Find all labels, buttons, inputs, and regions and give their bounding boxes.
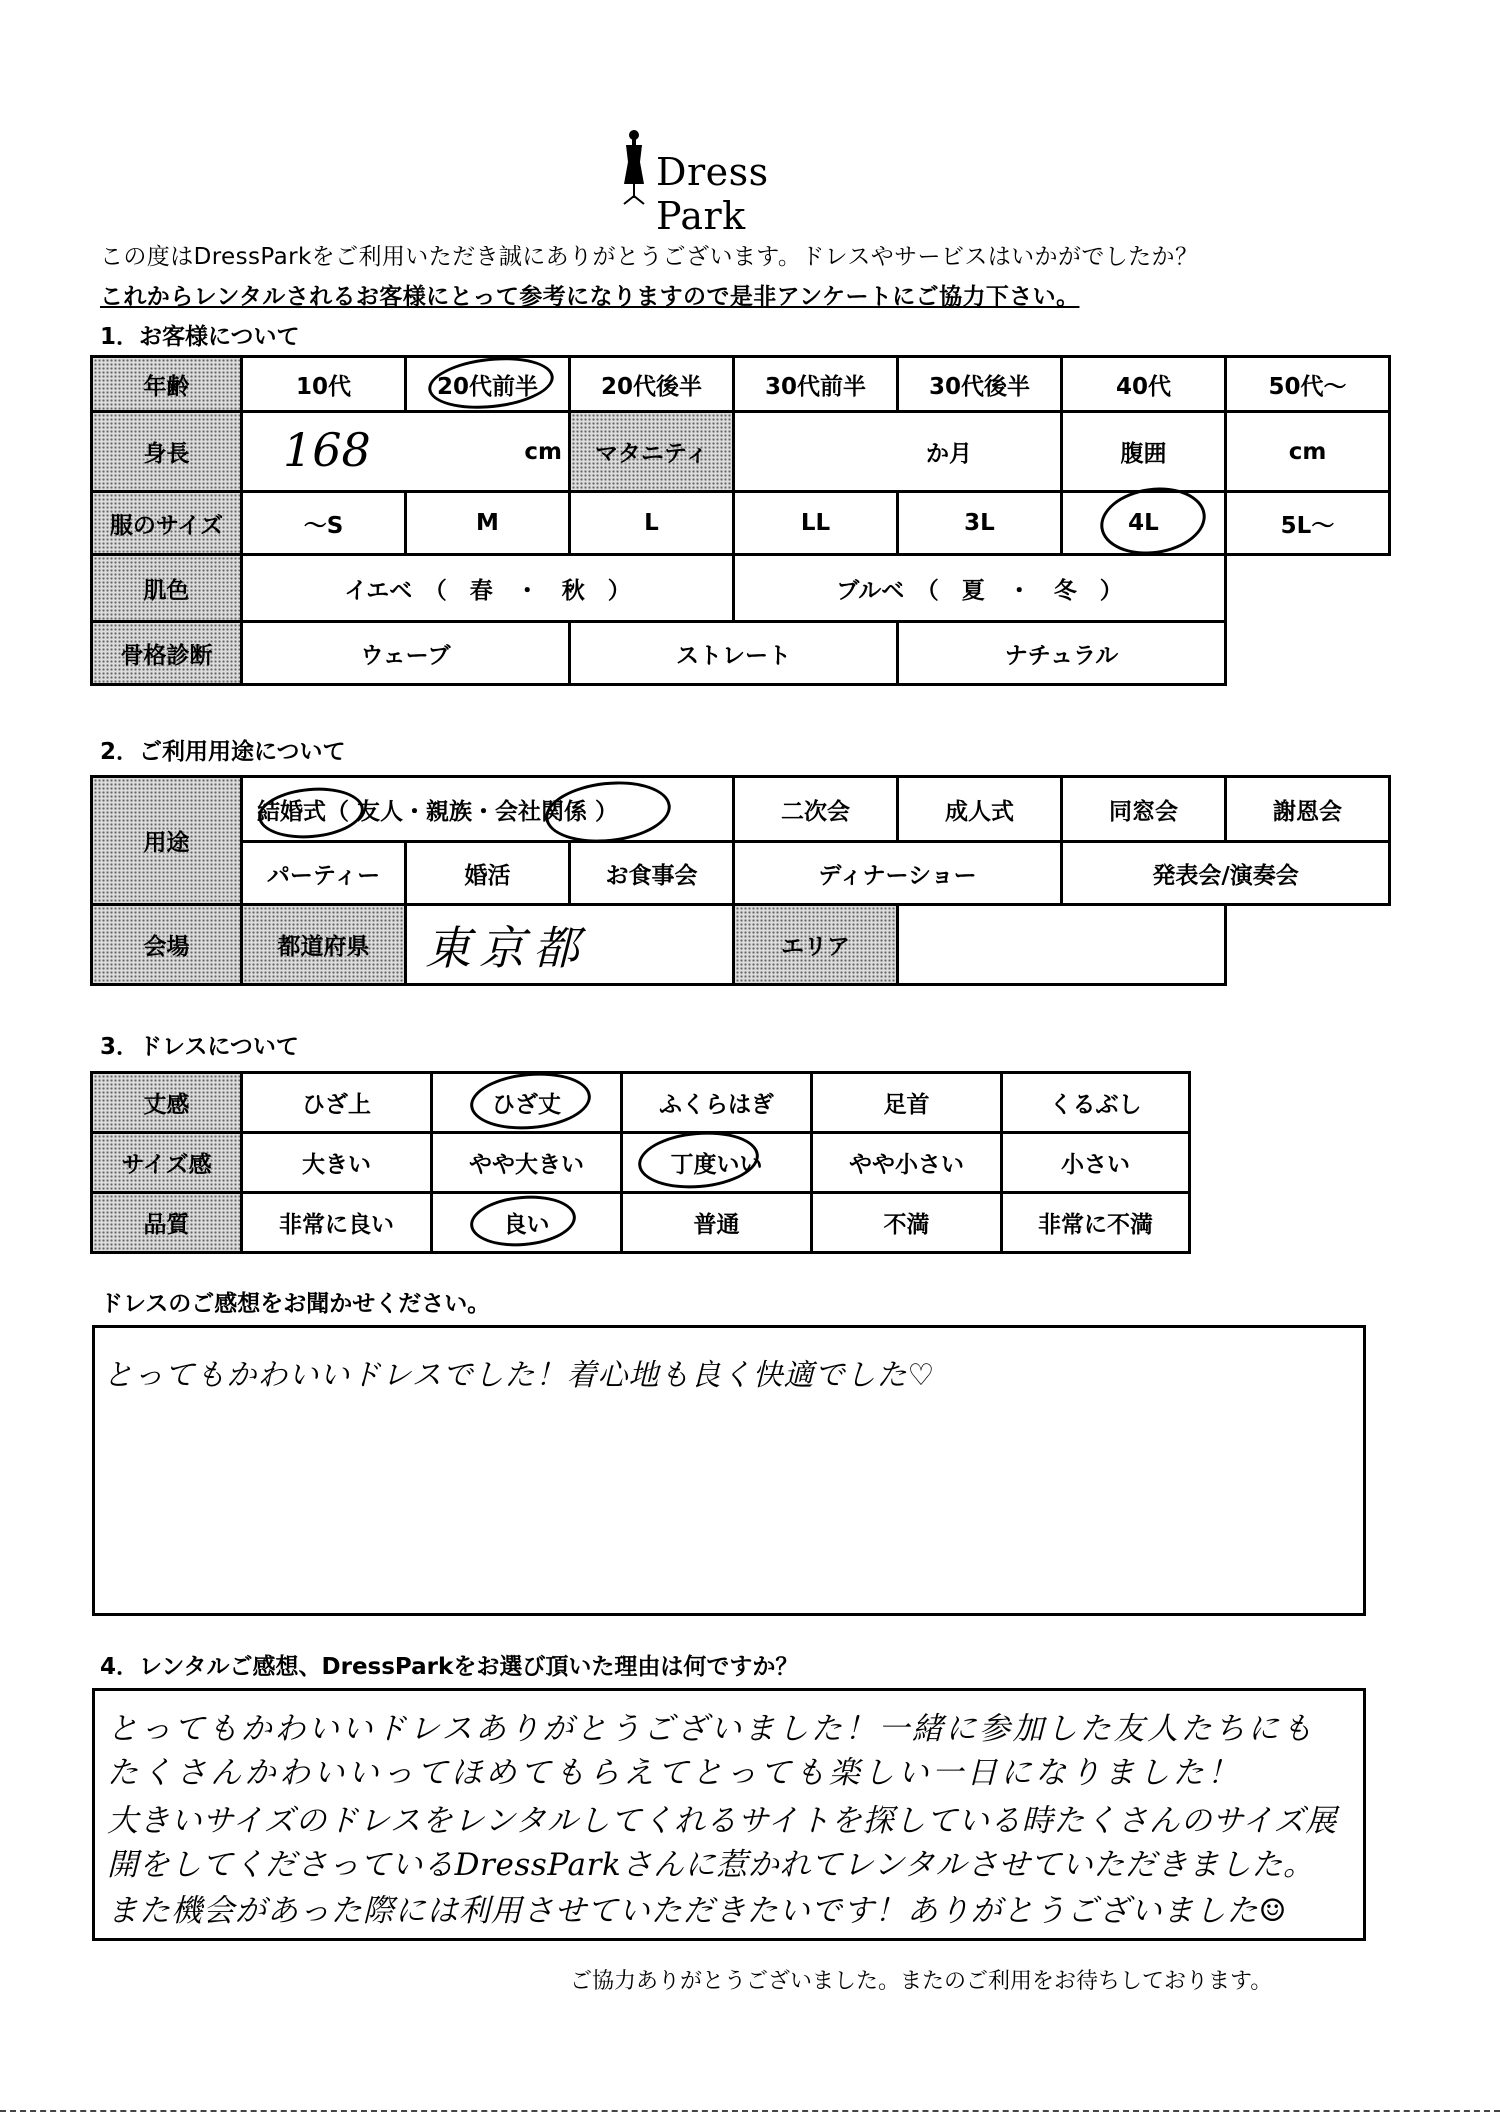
reason-line: とってもかわいいドレスありがとうございました！一緒に参加した友人たちにも	[107, 1711, 1316, 1747]
dress-table	[90, 1071, 1191, 1254]
length-option[interactable]: くるぶし	[1002, 1073, 1190, 1133]
frame-option[interactable]: ウェーブ	[242, 622, 570, 685]
skin-yellow-option[interactable]: イエベ （ 春 ・ 秋 ）	[242, 555, 734, 622]
frame-label: 骨格診断	[92, 622, 242, 685]
quality-option[interactable]: 非常に良い	[242, 1193, 432, 1253]
age-label: 年齢	[92, 357, 242, 412]
maternity-label: マタニティ	[570, 412, 734, 492]
length-option[interactable]: ひざ丈	[432, 1073, 622, 1133]
purpose-option[interactable]: 成人式	[898, 777, 1062, 842]
quality-option[interactable]: 普通	[622, 1193, 812, 1253]
wedding-option[interactable]: 結婚式（ 友人・親族・会社関係 ）	[242, 777, 734, 842]
size-label: 服のサイズ	[92, 492, 242, 555]
customer-table	[90, 355, 1391, 686]
prefecture-label: 都道府県	[242, 905, 406, 985]
dresspark-logo	[610, 128, 870, 238]
purpose-option[interactable]: 発表会/演奏会	[1062, 842, 1390, 905]
height-value: 168	[283, 423, 371, 477]
age-option[interactable]: 40代	[1062, 357, 1226, 412]
months-unit: か月	[926, 441, 972, 467]
dress-form-icon	[614, 128, 654, 208]
size-option[interactable]: M	[406, 492, 570, 555]
venue-label: 会場	[92, 905, 242, 985]
size-option[interactable]: 4L	[1062, 492, 1226, 555]
skin-blue-option[interactable]: ブルベ （ 夏 ・ 冬 ）	[734, 555, 1226, 622]
impression-prompt: ドレスのご感想をお聞かせください。	[100, 1291, 491, 1317]
age-option[interactable]: 20代後半	[570, 357, 734, 412]
area-field[interactable]	[898, 905, 1226, 985]
age-option[interactable]: 10代	[242, 357, 406, 412]
reason-box[interactable]	[92, 1688, 1366, 1941]
size-option[interactable]: L	[570, 492, 734, 555]
purpose-option[interactable]: 婚活	[406, 842, 570, 905]
age-option[interactable]: 30代前半	[734, 357, 898, 412]
purpose-option[interactable]: パーティー	[242, 842, 406, 905]
fit-option[interactable]: やや小さい	[812, 1133, 1002, 1193]
intro-request: これからレンタルされるお客様にとって参考になりますので是非アンケートにご協力下さい。	[100, 284, 1080, 310]
size-option[interactable]: ～S	[242, 492, 406, 555]
skin-label: 肌色	[92, 555, 242, 622]
size-option[interactable]: 3L	[898, 492, 1062, 555]
frame-option[interactable]: ナチュラル	[898, 622, 1226, 685]
quality-option[interactable]: 不満	[812, 1193, 1002, 1253]
purpose-option[interactable]: 二次会	[734, 777, 898, 842]
fit-option[interactable]: やや大きい	[432, 1133, 622, 1193]
maternity-field[interactable]	[734, 412, 1062, 492]
length-option[interactable]: ひざ上	[242, 1073, 432, 1133]
height-unit: cm	[524, 438, 562, 465]
section3-title: 3．ドレスについて	[100, 1034, 299, 1060]
purpose-label: 用途	[92, 777, 242, 905]
intro-line: この度はDressParkをご利用いただき誠にありがとうございます。ドレスやサービスはいかがでしたか？	[100, 244, 1199, 270]
empty-cell	[1226, 905, 1390, 985]
impression-box[interactable]	[92, 1325, 1366, 1616]
reason-line: また機会があった際には利用させていただきたいです！ありがとうございました☺	[107, 1893, 1288, 1929]
age-option[interactable]: 30代後半	[898, 357, 1062, 412]
length-label: 丈感	[92, 1073, 242, 1133]
length-option[interactable]: ふくらはぎ	[622, 1073, 812, 1133]
purpose-option[interactable]: お食事会	[570, 842, 734, 905]
waist-unit: cm	[1288, 438, 1327, 465]
age-option[interactable]: 50代～	[1226, 357, 1390, 412]
size-option[interactable]: LL	[734, 492, 898, 555]
scan-edge	[0, 2110, 1500, 2118]
impression-text: とってもかわいいドレスでした！着心地も良く快適でした♡	[103, 1358, 936, 1393]
section1-title: 1．お客様について	[100, 324, 300, 350]
height-label: 身長	[92, 412, 242, 492]
purpose-option[interactable]: 同窓会	[1062, 777, 1226, 842]
empty-cell	[1226, 622, 1390, 685]
length-option[interactable]: 足首	[812, 1073, 1002, 1133]
area-label: エリア	[734, 905, 898, 985]
quality-option[interactable]: 非常に不満	[1002, 1193, 1190, 1253]
empty-cell	[1226, 555, 1390, 622]
height-field[interactable]	[242, 412, 570, 492]
section4-title: 4．レンタルご感想、DressParkをお選び頂いた理由は何ですか？	[100, 1654, 799, 1680]
footer-thanks: ご協力ありがとうございました。またのご利用をお待ちしております。	[570, 1969, 1273, 1994]
section2-title: 2．ご利用用途について	[100, 739, 346, 765]
usage-table	[90, 775, 1391, 986]
purpose-option[interactable]: ディナーショー	[734, 842, 1062, 905]
reason-line: 大きいサイズのドレスをレンタルしてくれるサイトを探している時たくさんのサイズ展	[107, 1803, 1338, 1839]
purpose-option[interactable]: 謝恩会	[1226, 777, 1390, 842]
waist-field[interactable]	[1226, 412, 1390, 492]
brand-name: Dress Park	[656, 150, 769, 238]
reason-line: 開をしてくださっているDressParkさんに惹かれてレンタルさせていただきました。	[107, 1847, 1315, 1883]
age-option[interactable]: 20代前半	[406, 357, 570, 412]
fit-option[interactable]: 小さい	[1002, 1133, 1190, 1193]
fit-option[interactable]: 大きい	[242, 1133, 432, 1193]
prefecture-field[interactable]	[406, 905, 734, 985]
frame-option[interactable]: ストレート	[570, 622, 898, 685]
reason-line: たくさんかわいいってほめてもらえてとっても楽しい一日になりました！	[107, 1755, 1242, 1791]
quality-label: 品質	[92, 1193, 242, 1253]
fit-label: サイズ感	[92, 1133, 242, 1193]
prefecture-value: 東京都	[425, 920, 587, 975]
waist-label: 腹囲	[1062, 412, 1226, 492]
size-option[interactable]: 5L～	[1226, 492, 1390, 555]
fit-option[interactable]: 丁度いい	[622, 1133, 812, 1193]
quality-option[interactable]: 良い	[432, 1193, 622, 1253]
